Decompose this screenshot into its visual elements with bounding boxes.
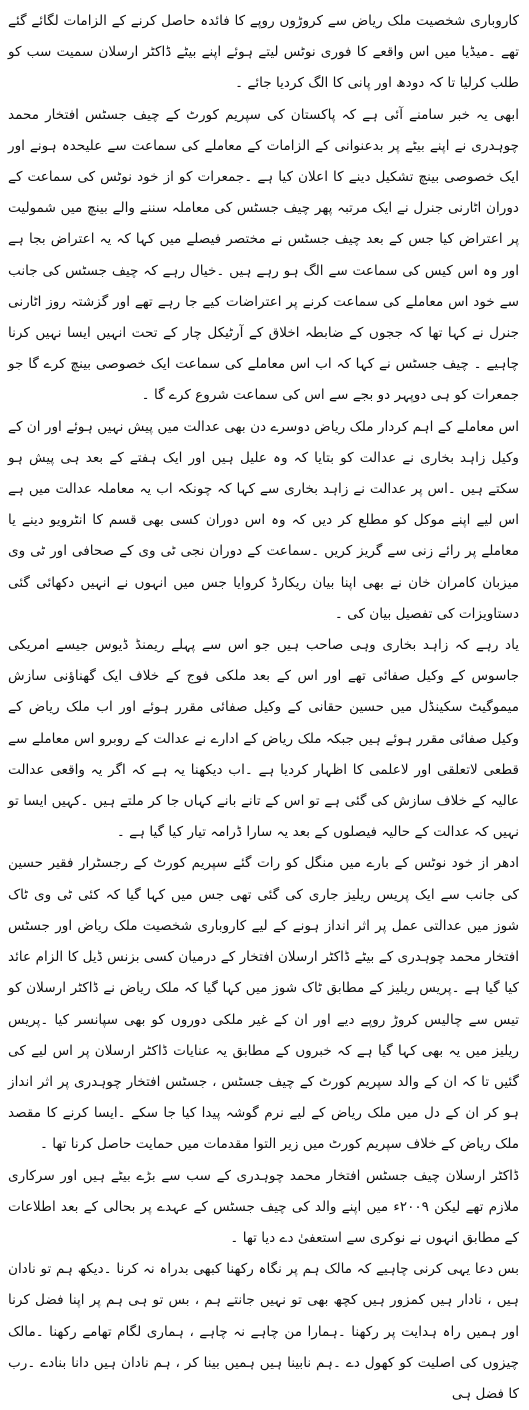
article-paragraph-4: یاد رہے کہ زاہد بخاری وہی صاحب ہیں جو اس سے پہلے ریمنڈ ڈیوس جیسے امریکی جاسوس کے وکیل صفائی تھے اور اس کے بعد ملکی فوج کے خلاف ایک گھناؤنی سازش میموگیٹ سکینڈل میں حسین حقانی کے وکیل صفائی مقرر ہوئے اور اب ملک ریاض کے وکیل صفائی مقرر ہوئے ہیں جبکہ ملک ریاض کے ادارے نے عدالت کے روبرو اس معاملے سے قطعی لاتعلقی اور لاعلمی کا اظہار کردیا ہے ۔اب دیکھنا یہ ہے کہ اگر یہ واقعی عدالت عالیہ کے خلاف سازش کی گئی ہے تو اس کے تانے بانے کہاں جا کر ملتے ہیں ۔کہیں ایسا تو نہیں کہ عدالت کے حالیہ فیصلوں کے بعد یہ سارا ڈرامہ تیار کیا گیا ہے ۔: [8, 637, 519, 841]
article-paragraph-1: کاروباری شخصیت ملک ریاض سے کروڑوں روپے کا فائدہ حاصل کرنے کے الزامات لگائے گئے تھے ۔میڈیا میں اس واقعے کا فوری نوٹس لیتے ہوئے اپنے بیٹے ڈاکٹر ارسلان سمیت سب کو طلب کرلیا تا کہ دودھ اور پانی کا الگ کردیا جائے ۔: [8, 13, 519, 92]
article-paragraph-5: ادھر از خود نوٹس کے بارے میں منگل کو رات گئے سپریم کورٹ کے رجسٹرار فقیر حسین کی جانب سے ایک پریس ریلیز جاری کی گئی تھی جس میں کہا گیا کہ کئی ٹی وی ٹاک شوز میں عدالتی عمل پر اثر انداز ہونے کے لیے کاروباری شخصیت ملک ریاض اور جسٹس افتخار محمد چوہدری کے بیٹے ڈاکٹر ارسلان افتخار کے درمیان کسی بزنس ڈیل کا الزام عائد کیا گیا ہے ۔پریس ریلیز کے مطابق ٹاک شوز میں کہا گیا کہ ملک ریاض نے ڈاکٹر ارسلان کو تیس سے چالیس کروڑ روپے دیے اور ان کے غیر ملکی دوروں کو بھی سپانسر کیا ۔پریس ریلیز میں یہ بھی کہا گیا ہے کہ خبروں کے مطابق یہ عنایات ڈاکٹر ارسلان پر اس لیے کی گئیں تا کہ ان کے والد سپریم کورٹ کے چیف جسٹس ، جسٹس افتخار چوہدری پر اثر انداز ہو کر ان کے دل میں ملک ریاض کے لیے نرم گوشہ پیدا کیا جا سکے ۔ایسا کرنے کا مقصد ملک ریاض کے خلاف سپریم کورٹ میں زیر التوا مقدمات میں حمایت حاصل کرنا تھا ۔: [8, 855, 519, 1153]
article-paragraph-2: ابھی یہ خبر سامنے آئی ہے کہ پاکستان کی سپریم کورٹ کے چیف جسٹس افتخار محمد چوہدری نے اپنے بیٹے پر بدعنوانی کے الزامات کے معاملے کی سماعت سے علیحدہ ہونے اور ایک خصوصی بینچ تشکیل دینے کا اعلان کیا ہے ۔جمعرات کو از خود نوٹس کی سماعت کے دوران اٹارنی جنرل نے ایک مرتبہ پھر چیف جسٹس کی معاملہ سننے والے بینچ میں شمولیت پر اعتراض کیا جس کے بعد چیف جسٹس نے مختصر فیصلے میں کہا کہ یہ اعتراض بجا ہے اور وہ اس کیس کی سماعت سے الگ ہو رہے ہیں ۔خیال رہے کہ چیف جسٹس کی جانب سے خود اس معاملے کی سماعت کرنے پر اعتراضات کیے جا رہے تھے اور گزشتہ روز اٹارنی جنرل نے کہا تھا کہ ججوں کے ضابطہ اخلاق کے آرٹیکل چار کے تحت انہیں ایسا نہیں کرنا چاہیے ۔ چیف جسٹس نے کہا کہ اب اس معاملے کی سماعت ایک خصوصی بینچ کرے گا جو جمعرات کو ہی دوپہر دو بجے سے اس کی سماعت شروع کرے گا ۔: [8, 106, 519, 404]
article-paragraph-6: ڈاکٹر ارسلان چیف جسٹس افتخار محمد چوہدری کے سب سے بڑے بیٹے ہیں اور سرکاری ملازم تھے لیکن ٢٠٠٩ء میں اپنے والد کی چیف جسٹس کے عہدے پر بحالی کے بعد اطلاعات کے مطابق انہوں نے نوکری سے استعفیٰ دے دیا تھا ۔: [8, 1167, 520, 1246]
article-paragraph-3: اس معاملے کے اہم کردار ملک ریاض دوسرے دن بھی عدالت میں پیش نہیں ہوئے اور ان کے وکیل زاہد بخاری نے عدالت کو بتایا کہ وہ علیل ہیں اور ایک ہفتے کے بعد ہی پیش ہو سکتے ہیں ۔اس پر عدالت نے زاہد بخاری سے کہا کہ چونکہ اب یہ معاملہ عدالت میں ہے اس لیے اپنے موکل کو مطلع کر دیں کہ وہ اس دوران کسی بھی قسم کا انٹرویو دینے یا معاملے پر رائے زنی سے گریز کریں ۔سماعت کے دوران نجی ٹی وی کے صحافی اور ٹی وی میزبان کامران خان نے بھی اپنا بیان ریکارڈ کروایا جس میں انہوں نے انہیں دکھائی گئی دستاویزات کی تفصیل بیان کی ۔: [8, 418, 519, 622]
article-paragraph-7: بس دعا یہی کرنی چاہیے کہ مالک ہم پر نگاہ رکھنا کبھی بدراہ نہ کرنا ۔دیکھ ہم تو نادان ہیں ، نادار ہیں کمزور ہیں کچھ بھی تو نہیں جانتے ہم ، بس تو ہی ہم پر اپنا فضل کرنا اور ہمیں راہ ہدایت پر رکھنا ۔ہمارا من چاہے نہ چاہے ، ہماری لگام تھامے رکھنا ۔مالک چیزوں کی اصلیت کو کھول دے ۔ہم نابینا ہیں ہمیں بینا کر ، ہم نادان ہیں دانا بنادے ۔رب کا فضل ہی: [8, 1261, 519, 1402]
